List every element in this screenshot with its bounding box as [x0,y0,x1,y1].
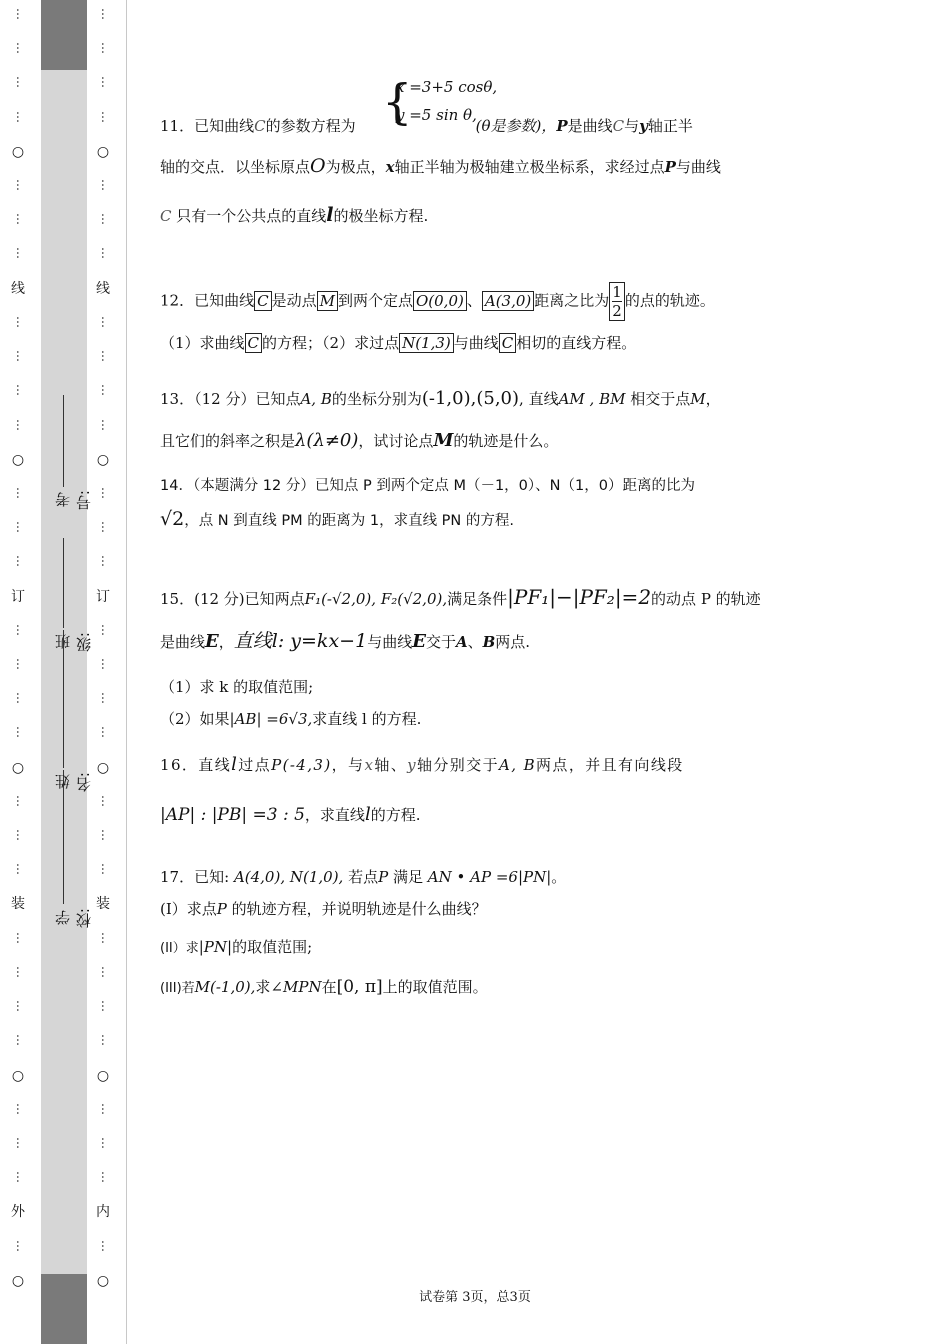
q15-sub2 [160,708,421,730]
cut-dots: … [99,658,113,670]
q15-text: 求直线 l 的方程. [312,710,422,728]
q13-coordinates: (-1,0),(5,0) [421,388,520,409]
q11-point-P: P [664,158,676,176]
q11-text: 只有一个公共点的直线 [176,207,327,225]
q16-point-P: P(-4,3) [271,756,332,774]
binding-margin [0,0,128,1344]
cut-dots: … [14,965,28,978]
q12-text: 距离之比为 [534,291,610,310]
school-label: 学校: [54,908,93,929]
q14-line2 [160,508,514,532]
cut-dots: … [99,692,113,705]
q15-text: 两点. [495,633,531,651]
q12-point-N: N(1,3) [399,333,454,353]
exam-no-blank [63,395,64,487]
q15-text: 与曲线 [367,633,413,651]
cut-dots: … [99,1034,113,1047]
q12-text: 的方程；（2）求过点 [262,334,400,352]
q15-curve-E: E [412,631,426,652]
cut-dots: … [14,692,28,705]
q17-sub3 [160,976,488,1000]
q13-point-M: M [690,390,706,408]
cut-line-label: 装 [96,896,110,913]
q11-parameter-note: (θ是参数)， [475,117,557,135]
q17-text: 已知: [194,868,230,886]
q17-condition: AN • AP =6|PN| [427,868,552,886]
q15-point-A: A [455,633,468,651]
q13-number: 13． [160,390,195,408]
cut-dots: … [99,1000,113,1013]
q17-text: 若点 [348,868,379,886]
cut-dots: … [14,350,28,363]
binding-hole: ○ [11,143,25,160]
q17-point-M: M(-1,0), [194,978,256,996]
cut-dots: … [14,486,28,499]
q15-text: （2）如果 [160,710,230,728]
q15-text: 、 [467,633,483,651]
q13-text: 且它们的斜率之积是 [160,432,296,450]
q12-text: 到两个定点 [337,291,413,310]
cut-line-label: 订 [96,588,110,605]
binding-hole: ○ [96,143,110,160]
q17-distance-PN: |PN| [198,938,233,956]
q17-points: A(4,0), N(1,0), [233,868,344,886]
binding-strip [41,0,93,1344]
cut-dots: … [99,1136,113,1149]
q13-slope-product: λ(λ≠0) [295,430,359,451]
fraction-numerator: 1 [612,283,622,301]
q17-point-P: P [216,900,227,918]
q14-text: ，点 N 到直线 PM 的距离为 1，求直线 PN 的方程. [184,513,514,529]
q12-text: 与曲线 [453,334,499,352]
q12-curve-symbol: C [254,291,271,311]
q15-number: 15． [160,590,195,608]
q16-text: ，求直线 [304,806,365,824]
q17-text: 上的取值范围。 [382,978,488,996]
q13-text: 的坐标分别为 [331,390,422,408]
cut-dots: … [99,1102,113,1115]
q15-focus-F2: F₂(√2,0), [380,590,448,608]
q11-x-axis: x [385,158,395,176]
cut-dots: … [99,384,113,397]
binding-hole: ○ [11,1272,25,1289]
q11-origin-O: O [310,155,326,177]
cut-dots: … [99,350,113,363]
binding-hole: ○ [11,1067,25,1084]
cut-dots: … [99,486,113,499]
q17-text: (I）求点 [160,900,217,918]
cut-dots: … [14,829,28,842]
q11-text: 的极坐标方程. [333,207,429,225]
q11-number: 11． [160,117,195,135]
q15-line2 [160,630,530,653]
cut-dots: … [14,794,28,807]
q11-text: 轴的交点．以坐标原点 [160,158,311,176]
cut-line-label: 订 [11,588,25,605]
q16-text: 过点 [238,756,272,774]
binding-hole: ○ [96,451,110,468]
cut-dots: … [14,179,28,192]
q15-point-B: B [482,633,496,651]
outer-cut-line [8,0,28,1344]
cut-dots: … [14,384,28,397]
q11-point-P: P [556,117,568,135]
q11-text: 为极点， [325,158,386,176]
cut-dots: … [99,829,113,842]
q16-ratio: |AP| : |PB| =3 : 5 [160,805,305,825]
q11-text: 已知曲线 [194,117,255,135]
q17-text: 。 [551,868,567,886]
cut-dots: … [99,623,113,636]
q11-y-axis: y [639,117,648,135]
q14-number: 14． [160,478,193,494]
cut-dots: … [99,247,113,260]
cut-dots: … [99,315,113,328]
cut-dots: … [14,1000,28,1013]
cut-dots: … [99,931,113,944]
q13-point-M: M [433,430,454,451]
q16-text: 的方程. [370,806,421,824]
cut-dots: … [14,110,28,123]
q11-curve-symbol: C [254,117,266,135]
cut-dots: … [14,315,28,328]
q16-line1 [160,754,684,776]
cut-line-label: 线 [11,280,25,297]
q14-sqrt2: √2 [160,508,185,530]
q11-text: 轴正半 [647,117,693,135]
q17-text: 在 [321,978,337,996]
cut-dots: … [14,213,28,226]
q17-line1 [160,866,566,888]
q12-point-M: M [317,291,338,311]
q16-text: 直线 [198,756,232,774]
cut-dots: … [99,1239,113,1252]
cut-dots: … [99,110,113,123]
cut-dots: … [99,521,113,534]
cut-dots: … [99,555,113,568]
cut-dots: … [14,863,28,876]
q16-line-l: l [364,804,371,825]
q12-line2 [160,332,636,354]
q16-text: 轴分别交于 [417,756,500,774]
q12-text: 、 [466,291,482,310]
cut-line-label: 线 [96,280,110,297]
cut-dots: … [14,623,28,636]
q16-text: 轴、 [374,756,408,774]
q11-line1 [160,115,693,137]
q17-point-P: P [378,868,389,886]
q17-text: 的取值范围; [232,938,313,956]
q13-text: 相交于点 [630,390,691,408]
q13-text: ，试讨论点 [358,432,434,450]
q17-text: (III)若 [160,981,195,996]
q11-text: 与 [624,117,640,135]
q13-points-AB: A, B [300,390,332,408]
q13-text: , 直线 [519,390,559,408]
cut-dots: … [14,8,28,20]
q15-curve-E: E [205,631,219,652]
q17-interval: [0, π] [336,977,383,997]
q11-curve-symbol: C [612,117,625,135]
q12-point-A: A(3,0) [482,291,534,311]
q16-x-axis: x [364,756,375,774]
binding-hole: ○ [96,759,110,776]
q12-text: 的点的轨迹。 [624,291,715,310]
q12-text: 是动点 [271,291,317,310]
cut-dots: … [99,965,113,978]
cut-dots: … [99,42,113,55]
q15-text: 的动点 P 的轨迹 [651,590,761,608]
q12-ratio-fraction [609,282,625,321]
cut-dots: … [14,555,28,568]
binding-hole: ○ [11,759,25,776]
q16-text: ，与 [331,756,365,774]
cut-dots: … [14,1136,28,1149]
binding-strip-bottom [41,1274,87,1344]
q13-text: 的轨迹是什么。 [453,432,559,450]
q15-text: 满足条件 [447,590,508,608]
q13-line2 [160,430,558,452]
q12-number: 12． [160,291,195,310]
q17-angle-MPN: ∠MPN [270,978,322,996]
cut-dots: … [14,521,28,534]
q15-chord-length: |AB| =6√3, [229,710,313,728]
inner-cut-line [93,0,113,1344]
q16-line-l: l [231,754,239,775]
q15-condition: |PF₁|−|PF₂|=2 [507,585,652,609]
cut-dots: … [14,1034,28,1047]
cut-dots: … [14,658,28,670]
binding-hole: ○ [11,451,25,468]
q15-text: 是曲线 [160,633,206,651]
q13-lines-AM-BM: AM , BM [558,390,626,408]
q15-sub1: （1）求 k 的取值范围; [160,678,314,696]
cut-dots: … [99,8,113,20]
cut-line-label: 内 [96,1204,110,1221]
q13-text: （12 分）已知点 [194,390,301,408]
cut-dots: … [99,863,113,876]
q17-text: 满足 [393,868,424,886]
cut-dots: … [14,76,28,89]
q12-text: 已知曲线 [194,291,255,310]
q17-text: (II）求 [160,941,199,956]
cut-line-label: 外 [11,1204,25,1221]
q17-text: 的轨迹方程，并说明轨迹是什么曲线？ [231,900,487,918]
cut-dots: … [14,42,28,55]
q17-sub2 [160,936,312,960]
exam-no-label: 考号: [54,490,93,511]
system-brace: { [382,74,413,130]
q11-text: 轴正半轴为极轴建立极坐标系，求经过点 [394,158,665,176]
q15-line1 [160,586,761,610]
fraction-denominator: 2 [612,302,622,320]
q17-text: 求 [255,978,271,996]
q15-line-equation: 直线l: y=kx−1 [233,630,368,652]
cut-dots: … [14,931,28,944]
cut-dots: … [14,1239,28,1252]
q13-text: ， [705,390,721,408]
cut-dots: … [99,726,113,739]
cut-dots: … [99,179,113,192]
cut-dots: … [14,247,28,260]
q17-number: 17． [160,868,195,886]
q15-focus-F1: F₁(-√2,0), [304,590,377,608]
page-footer: 试卷第 3页，总3页 [419,1290,531,1305]
q15-text: ， [218,633,234,651]
q14-line1 [160,475,695,497]
q11-text: 与曲线 [675,158,721,176]
q11-line-l: l [326,204,334,226]
q16-number: 16． [160,756,199,774]
q12-curve-symbol: C [499,333,516,353]
cut-dots: … [14,1171,28,1184]
q12-text: 相切的直线方程。 [516,334,637,352]
q11-line2 [160,155,721,178]
q15-text: 交于 [425,633,456,651]
q11-curve-symbol: C [160,207,172,225]
binding-strip-top [41,0,87,70]
q17-sub1 [160,898,487,920]
q16-y-axis: y [407,756,417,774]
class-blank [63,538,64,628]
cut-dots: … [14,418,28,431]
q11-text: 的参数方程为 [265,117,356,135]
q12-curve-symbol: C [245,333,262,353]
q14-text: （本题满分 12 分）已知点 P 到两个定点 M（－1，0）、N（1，0）距离的比为 [192,478,695,494]
q11-text: 是曲线 [567,117,613,135]
q12-line1 [160,282,715,321]
q11-line3 [160,204,428,227]
q16-line2 [160,804,420,826]
q11-eq-y: y =5 sin θ, [396,106,477,124]
binding-hole: ○ [96,1272,110,1289]
cut-dots: … [99,418,113,431]
cut-dots: … [14,1102,28,1115]
cut-line-label: 装 [11,896,25,913]
cut-dots: … [14,726,28,739]
q12-sub1: （1）求曲线 [160,334,245,352]
class-label: 班级: [54,632,93,653]
q11-eq-x: x =3+5 cosθ, [396,78,498,96]
cut-dots: … [99,1171,113,1184]
margin-rule [126,0,127,1344]
q12-point-O: O(0,0) [413,291,467,311]
q16-text: 两点，并且有向线段 [536,756,684,774]
binding-hole: ○ [96,1067,110,1084]
cut-dots: … [99,794,113,807]
q16-points-AB: A, B [499,756,537,774]
q15-text: (12 分)已知两点 [194,590,305,608]
cut-dots: … [99,76,113,89]
q13-line1 [160,388,721,410]
name-label: 姓名: [54,772,93,793]
cut-dots: … [99,213,113,226]
